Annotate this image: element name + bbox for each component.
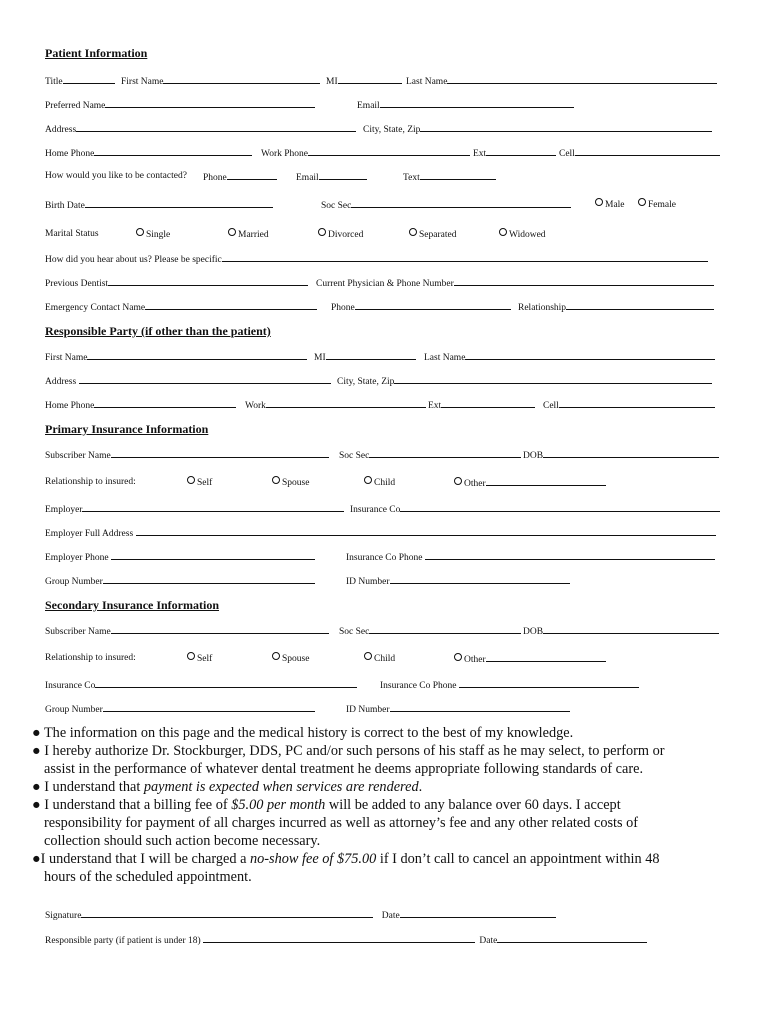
- address-field[interactable]: [76, 122, 356, 132]
- emergency-phone-field[interactable]: [355, 300, 511, 310]
- sec-self-radio-icon[interactable]: [187, 652, 195, 660]
- primary-subscriber-row: [45, 448, 725, 472]
- pri-relationship-label: Relationship to insured:: [45, 477, 136, 487]
- sec-subscriber-label: Subscriber Name: [45, 627, 111, 637]
- pri-id-number-label: ID Number: [346, 577, 390, 587]
- female-option[interactable]: [638, 198, 676, 211]
- sec-other-field[interactable]: [486, 652, 606, 662]
- pri-soc-sec-field[interactable]: [369, 448, 521, 458]
- pri-spouse-label: Spouse: [282, 478, 310, 488]
- secondary-section-heading: Secondary Insurance Information: [45, 598, 220, 612]
- birth-date-label: Birth Date: [45, 201, 85, 211]
- sec-insurance-phone-field[interactable]: [459, 678, 639, 688]
- sec-dob-label: DOB: [523, 627, 544, 637]
- statement-5-end: if I don’t call to cancel an appointment within 48: [376, 851, 660, 867]
- statement-4-emphasis: $5.00 per month: [231, 797, 326, 813]
- emergency-contact-field[interactable]: [145, 300, 317, 310]
- title-label: Title: [45, 77, 63, 87]
- statement-3-text: ● I understand that: [32, 779, 144, 795]
- soc-sec-label: Soc Sec: [321, 201, 352, 211]
- pri-employer-phone-field[interactable]: [111, 550, 315, 560]
- last-name-field[interactable]: [447, 74, 717, 84]
- relationship-label: Relationship: [518, 303, 567, 313]
- pri-child-label: Child: [374, 478, 396, 488]
- separated-label: Separated: [419, 230, 457, 240]
- ext-label: Ext: [473, 149, 487, 159]
- responsible-section-heading: Responsible Party (if other than the patient): [45, 324, 271, 338]
- contact-email-field[interactable]: [319, 170, 367, 180]
- secondary-group-row: [45, 702, 725, 726]
- first-name-field[interactable]: [163, 74, 320, 84]
- sec-relationship-label: Relationship to insured:: [45, 653, 136, 663]
- pri-id-number-field[interactable]: [390, 574, 570, 584]
- contact-text-field[interactable]: [420, 170, 496, 180]
- statement-4-text: ● I understand that a billing fee of: [32, 797, 232, 813]
- contact-text-label: Text: [403, 173, 420, 183]
- resp-city-state-zip-field[interactable]: [394, 374, 712, 384]
- signature-row: [45, 908, 556, 921]
- primary-employer-address-row: [45, 526, 725, 550]
- married-label: Married: [238, 230, 269, 240]
- responsible-signature-label: Responsible party (if patient is under 18): [45, 936, 201, 946]
- male-label: Male: [605, 200, 625, 210]
- primary-phone-row: [45, 550, 725, 574]
- work-phone-field[interactable]: [308, 146, 470, 156]
- address-label: Address: [45, 125, 77, 135]
- resp-address-field[interactable]: [79, 374, 331, 384]
- previous-dentist-label: Previous Dentist: [45, 279, 109, 289]
- statement-3-emphasis: payment is expected when services are rendered: [143, 779, 419, 795]
- resp-mi-field[interactable]: [326, 350, 416, 360]
- separated-option[interactable]: [409, 228, 456, 241]
- preferred-row: [45, 98, 725, 122]
- sec-insurance-phone-label: Insurance Co Phone: [380, 681, 457, 691]
- pri-spouse-option[interactable]: [272, 476, 309, 489]
- email-field[interactable]: [380, 98, 574, 108]
- single-label: Single: [146, 230, 171, 240]
- resp-last-name-field[interactable]: [465, 350, 715, 360]
- hear-about-label: How did you hear about us? Please be specific: [45, 255, 222, 265]
- relationship-field[interactable]: [566, 300, 714, 310]
- sec-insurance-co-field[interactable]: [95, 678, 357, 688]
- primary-group-row: [45, 574, 725, 598]
- statement-4: [32, 796, 732, 814]
- sec-dob-field[interactable]: [543, 624, 719, 634]
- resp-work-label: Work: [245, 401, 266, 411]
- pri-insurance-co-field[interactable]: [400, 502, 720, 512]
- pri-employer-label: Employer: [45, 505, 83, 515]
- sec-insurance-co-label: Insurance Co: [45, 681, 96, 691]
- responsible-date-label: Date: [479, 936, 498, 946]
- pri-insurance-phone-field[interactable]: [425, 550, 715, 560]
- statement-5-cont: hours of the scheduled appointment.: [44, 869, 252, 885]
- pri-self-option[interactable]: [187, 476, 212, 489]
- patient-name-row: [45, 74, 725, 98]
- pri-group-number-field[interactable]: [103, 574, 315, 584]
- phone-row: [45, 146, 725, 170]
- separated-radio-icon[interactable]: [409, 228, 417, 236]
- birth-row: [45, 198, 725, 222]
- pri-child-radio-icon[interactable]: [364, 476, 372, 484]
- male-radio-icon[interactable]: [595, 198, 603, 206]
- contact-phone-label: Phone: [203, 173, 227, 183]
- marital-row: [45, 228, 725, 252]
- contact-row: [45, 170, 725, 194]
- dentist-row: [45, 276, 725, 300]
- resp-ext-field[interactable]: [441, 398, 535, 408]
- resp-work-field[interactable]: [266, 398, 426, 408]
- signature-field[interactable]: [81, 908, 373, 918]
- signature-date-label: Date: [381, 911, 400, 921]
- resp-home-phone-field[interactable]: [94, 398, 236, 408]
- pri-insurance-phone-label: Insurance Co Phone: [346, 553, 423, 563]
- statement-4-cont2: collection should such action become necessary.: [44, 833, 321, 849]
- resp-city-state-zip-label: City, State, Zip: [337, 377, 395, 387]
- mi-field[interactable]: [338, 74, 402, 84]
- sec-spouse-label: Spouse: [282, 654, 310, 664]
- title-field[interactable]: [63, 74, 115, 84]
- emergency-contact-label: Emergency Contact Name: [45, 303, 146, 313]
- primary-employer-row: [45, 502, 725, 526]
- email-label: Email: [357, 101, 380, 111]
- statement-4-end: will be added to any balance over 60 days. I accept: [325, 797, 621, 813]
- emergency-phone-label: Phone: [331, 303, 355, 313]
- pri-soc-sec-label: Soc Sec: [339, 451, 370, 461]
- primary-section-heading: Primary Insurance Information: [45, 422, 209, 436]
- pri-other-radio-icon[interactable]: [454, 477, 462, 485]
- birth-date-field[interactable]: [85, 198, 273, 208]
- responsible-signature-row: [45, 933, 647, 946]
- statement-4-cont: responsibility for payment of all charges incurred as well as attorney’s fee and any other related costs of: [44, 815, 639, 831]
- secondary-insurance-row: [45, 678, 725, 702]
- male-option[interactable]: [595, 198, 625, 211]
- married-radio-icon[interactable]: [228, 228, 236, 236]
- married-option[interactable]: [228, 228, 269, 241]
- pri-dob-label: DOB: [523, 451, 544, 461]
- hear-about-field[interactable]: [222, 252, 708, 262]
- resp-cell-field[interactable]: [559, 398, 715, 408]
- preferred-name-field[interactable]: [105, 98, 315, 108]
- emergency-row: [45, 300, 725, 324]
- pri-employer-field[interactable]: [82, 502, 344, 512]
- statement-3-end: .: [418, 779, 423, 795]
- mi-label: MI: [326, 77, 338, 87]
- pri-employer-phone-label: Employer Phone: [45, 553, 109, 563]
- preferred-name-label: Preferred Name: [45, 101, 106, 111]
- primary-relationship-row: [45, 476, 725, 500]
- contact-question: How would you like to be contacted?: [45, 171, 187, 181]
- statement-5-text: ●I understand that I will be charged a: [32, 851, 250, 867]
- statement-5-emphasis: no-show fee of $75.00: [250, 851, 377, 867]
- responsible-date-field[interactable]: [497, 933, 647, 943]
- signature-label: Signature: [45, 911, 82, 921]
- pri-employer-address-label: Employer Full Address: [45, 529, 134, 539]
- current-physician-label: Current Physician & Phone Number: [316, 279, 454, 289]
- statement-1: ● The information on this page and the medical history is correct to the best of my knowledge.: [32, 725, 574, 741]
- responsible-name-row: [45, 350, 725, 374]
- resp-last-name-label: Last Name: [424, 353, 466, 363]
- sec-other-option[interactable]: [454, 652, 606, 666]
- resp-first-name-label: First Name: [45, 353, 88, 363]
- hear-row: [45, 252, 725, 276]
- pri-self-label: Self: [197, 478, 213, 488]
- resp-home-phone-label: Home Phone: [45, 401, 95, 411]
- home-phone-field[interactable]: [94, 146, 252, 156]
- pri-self-radio-icon[interactable]: [187, 476, 195, 484]
- secondary-subscriber-row: [45, 624, 725, 648]
- female-radio-icon[interactable]: [638, 198, 646, 206]
- pri-employer-address-field[interactable]: [136, 526, 716, 536]
- sec-group-number-label: Group Number: [45, 705, 103, 715]
- contact-phone-field[interactable]: [227, 170, 277, 180]
- divorced-radio-icon[interactable]: [318, 228, 326, 236]
- sec-other-label: Other: [464, 655, 486, 665]
- home-phone-label: Home Phone: [45, 149, 95, 159]
- pri-other-label: Other: [464, 479, 486, 489]
- divorced-option[interactable]: [318, 228, 363, 241]
- pri-subscriber-field[interactable]: [111, 448, 329, 458]
- sec-child-label: Child: [374, 654, 396, 664]
- patient-section-heading: Patient Information: [45, 46, 148, 60]
- current-physician-field[interactable]: [454, 276, 714, 286]
- pri-spouse-radio-icon[interactable]: [272, 476, 280, 484]
- signature-date-field[interactable]: [400, 908, 556, 918]
- consent-statements: [32, 724, 732, 886]
- statement-2-cont: assist in the performance of whatever dental treatment he deems appropriate following standards of care.: [44, 761, 644, 777]
- single-option[interactable]: [136, 228, 170, 241]
- resp-ext-label: Ext: [428, 401, 442, 411]
- pri-dob-field[interactable]: [543, 448, 719, 458]
- sec-group-number-field[interactable]: [103, 702, 315, 712]
- sec-id-number-label: ID Number: [346, 705, 390, 715]
- sec-subscriber-field[interactable]: [111, 624, 329, 634]
- work-phone-label: Work Phone: [261, 149, 308, 159]
- sec-child-radio-icon[interactable]: [364, 652, 372, 660]
- resp-mi-label: MI: [314, 353, 326, 363]
- sec-self-option[interactable]: [187, 652, 212, 665]
- widowed-label: Widowed: [509, 230, 546, 240]
- responsible-signature-field[interactable]: [203, 933, 475, 943]
- pri-group-number-label: Group Number: [45, 577, 103, 587]
- ext-field[interactable]: [486, 146, 556, 156]
- first-name-label: First Name: [121, 77, 164, 87]
- resp-address-label: Address: [45, 377, 77, 387]
- marital-status-label: Marital Status: [45, 229, 99, 239]
- city-state-zip-label: City, State, Zip: [363, 125, 421, 135]
- widowed-option[interactable]: [499, 228, 546, 241]
- pri-subscriber-label: Subscriber Name: [45, 451, 111, 461]
- pri-child-option[interactable]: [364, 476, 395, 489]
- city-state-zip-field[interactable]: [420, 122, 712, 132]
- statement-5: [32, 850, 732, 868]
- statement-2: ● I hereby authorize Dr. Stockburger, DDS, PC and/or such persons of his staff as he may select, to perform or: [32, 743, 665, 759]
- pri-insurance-co-label: Insurance Co: [350, 505, 401, 515]
- address-row: [45, 122, 725, 146]
- statement-3: [32, 778, 732, 796]
- responsible-phone-row: [45, 398, 725, 422]
- sec-other-radio-icon[interactable]: [454, 653, 462, 661]
- sec-spouse-option[interactable]: [272, 652, 309, 665]
- last-name-label: Last Name: [406, 77, 448, 87]
- sec-spouse-radio-icon[interactable]: [272, 652, 280, 660]
- pri-other-field[interactable]: [486, 476, 606, 486]
- soc-sec-field[interactable]: [351, 198, 571, 208]
- sec-child-option[interactable]: [364, 652, 395, 665]
- cell-field[interactable]: [575, 146, 720, 156]
- cell-label: Cell: [559, 149, 575, 159]
- responsible-address-row: [45, 374, 725, 398]
- secondary-relationship-row: [45, 652, 725, 676]
- sec-soc-sec-label: Soc Sec: [339, 627, 370, 637]
- female-label: Female: [648, 200, 676, 210]
- contact-email-label: Email: [296, 173, 319, 183]
- sec-soc-sec-field[interactable]: [369, 624, 521, 634]
- pri-other-option[interactable]: [454, 476, 606, 490]
- single-radio-icon[interactable]: [136, 228, 144, 236]
- resp-cell-label: Cell: [543, 401, 559, 411]
- resp-first-name-field[interactable]: [87, 350, 307, 360]
- sec-self-label: Self: [197, 654, 213, 664]
- divorced-label: Divorced: [328, 230, 364, 240]
- previous-dentist-field[interactable]: [108, 276, 308, 286]
- widowed-radio-icon[interactable]: [499, 228, 507, 236]
- sec-id-number-field[interactable]: [390, 702, 570, 712]
